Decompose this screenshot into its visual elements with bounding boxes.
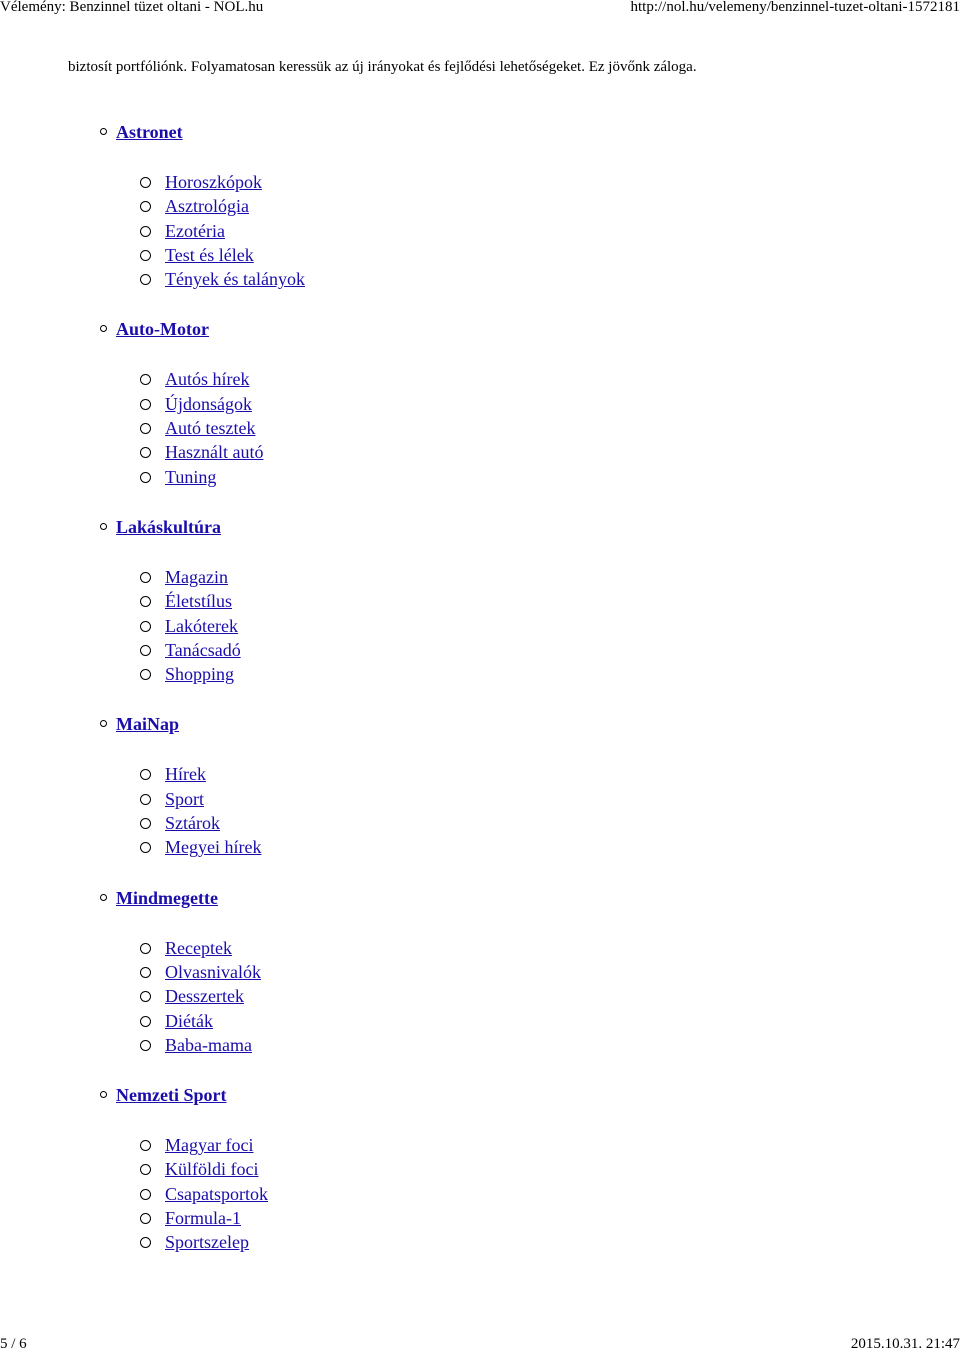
category-link[interactable]: MaiNap bbox=[116, 714, 179, 735]
circle-bullet-icon bbox=[140, 201, 151, 212]
subcategory-item bbox=[0, 614, 960, 638]
subcategory-link[interactable]: Autós hírek bbox=[165, 369, 250, 390]
intro-paragraph: biztosít portfóliónk. Folyamatosan keressük az új irányokat és fejlődési lehetőségeket. Ez jövőnk záloga. bbox=[68, 59, 697, 75]
subcategory-item bbox=[0, 565, 960, 589]
subcategory-item bbox=[0, 811, 960, 835]
subcategory-link[interactable]: Sport bbox=[165, 788, 205, 809]
subcategory-link[interactable]: Sportszelep bbox=[165, 1232, 249, 1253]
print-timestamp: 2015.10.31. 21:47 bbox=[850, 1336, 960, 1352]
subcategory-link[interactable]: Desszertek bbox=[165, 986, 244, 1007]
bullet-icon bbox=[100, 1091, 107, 1098]
category-item bbox=[0, 317, 960, 341]
subcategory-link[interactable]: Tények és talányok bbox=[165, 269, 305, 290]
page-url: http://nol.hu/velemeny/benzinnel-tuzet-oltani-1572181 bbox=[630, 0, 960, 15]
subcategory-item bbox=[0, 170, 960, 194]
subcategory-item bbox=[0, 1033, 960, 1057]
subcategory-item bbox=[0, 416, 960, 440]
circle-bullet-icon bbox=[140, 374, 151, 385]
subcategory-link[interactable]: Magazin bbox=[165, 566, 228, 587]
subcategory-link[interactable]: Formula-1 bbox=[165, 1208, 241, 1229]
bullet-icon bbox=[100, 523, 107, 530]
print-header bbox=[0, 0, 960, 16]
subcategory-link[interactable]: Shopping bbox=[165, 664, 235, 685]
subcategory-item bbox=[0, 367, 960, 391]
circle-bullet-icon bbox=[140, 769, 151, 780]
circle-bullet-icon bbox=[140, 177, 151, 188]
circle-bullet-icon bbox=[140, 794, 151, 805]
bullet-icon bbox=[100, 128, 107, 135]
circle-bullet-icon bbox=[140, 472, 151, 483]
circle-bullet-icon bbox=[140, 596, 151, 607]
circle-bullet-icon bbox=[140, 1016, 151, 1027]
subcategory-item bbox=[0, 835, 960, 859]
circle-bullet-icon bbox=[140, 1213, 151, 1224]
subcategory-item bbox=[0, 1230, 960, 1254]
subcategory-item bbox=[0, 243, 960, 267]
circle-bullet-icon bbox=[140, 1140, 151, 1151]
circle-bullet-icon bbox=[140, 1237, 151, 1248]
subcategory-item bbox=[0, 1157, 960, 1181]
subcategory-list bbox=[0, 936, 960, 1057]
category-link[interactable]: Astronet bbox=[116, 122, 183, 142]
category-link[interactable]: Auto-Motor bbox=[116, 319, 209, 340]
circle-bullet-icon bbox=[140, 991, 151, 1002]
subcategory-item bbox=[0, 219, 960, 243]
circle-bullet-icon bbox=[140, 572, 151, 583]
page-title: Vélemény: Benzinnel tüzet oltani - NOL.hu bbox=[0, 0, 264, 15]
subcategory-item bbox=[0, 662, 960, 686]
circle-bullet-icon bbox=[140, 1164, 151, 1175]
circle-bullet-icon bbox=[140, 447, 151, 458]
subcategory-link[interactable]: Megyei hírek bbox=[165, 837, 262, 858]
subcategory-link[interactable]: Receptek bbox=[165, 937, 232, 958]
subcategory-link[interactable]: Újdonságok bbox=[165, 393, 252, 414]
subcategory-list bbox=[0, 367, 960, 488]
bullet-icon bbox=[100, 894, 107, 901]
circle-bullet-icon bbox=[140, 842, 151, 853]
subcategory-link[interactable]: Életstílus bbox=[165, 591, 232, 612]
category-link[interactable]: Nemzeti Sport bbox=[116, 1085, 227, 1106]
subcategory-list bbox=[0, 762, 960, 859]
subcategory-item bbox=[0, 960, 960, 984]
subcategory-item bbox=[0, 638, 960, 662]
subcategory-link[interactable]: Autó tesztek bbox=[165, 418, 256, 439]
circle-bullet-icon bbox=[140, 1040, 151, 1051]
category-item bbox=[0, 1083, 960, 1107]
circle-bullet-icon bbox=[140, 1189, 151, 1200]
circle-bullet-icon bbox=[140, 274, 151, 285]
subcategory-list bbox=[0, 1133, 960, 1254]
circle-bullet-icon bbox=[140, 818, 151, 829]
subcategory-link[interactable]: Baba-mama bbox=[165, 1034, 252, 1055]
subcategory-item bbox=[0, 787, 960, 811]
subcategory-item bbox=[0, 1009, 960, 1033]
circle-bullet-icon bbox=[140, 399, 151, 410]
subcategory-list bbox=[0, 565, 960, 686]
category-item bbox=[0, 515, 960, 539]
subcategory-item bbox=[0, 1206, 960, 1230]
circle-bullet-icon bbox=[140, 621, 151, 632]
circle-bullet-icon bbox=[140, 423, 151, 434]
category-link[interactable]: Lakáskultúra bbox=[116, 516, 222, 537]
subcategory-link[interactable]: Lakóterek bbox=[165, 615, 238, 636]
subcategory-link[interactable]: Test és lélek bbox=[165, 244, 254, 265]
category-item bbox=[0, 712, 960, 736]
subcategory-link[interactable]: Ezotéria bbox=[165, 220, 225, 241]
bullet-icon bbox=[100, 720, 107, 727]
subcategory-link[interactable]: Olvasnivalók bbox=[165, 961, 261, 982]
circle-bullet-icon bbox=[140, 943, 151, 954]
category-item bbox=[0, 120, 960, 144]
subcategory-link[interactable]: Asztrológia bbox=[165, 196, 249, 217]
circle-bullet-icon bbox=[140, 226, 151, 237]
subcategory-item bbox=[0, 589, 960, 613]
subcategory-link[interactable]: Csapatsportok bbox=[165, 1183, 268, 1204]
subcategory-link[interactable]: Tuning bbox=[165, 466, 217, 487]
subcategory-item bbox=[0, 762, 960, 786]
subcategory-link[interactable]: Használt autó bbox=[165, 442, 264, 463]
subcategory-item bbox=[0, 936, 960, 960]
subcategory-item bbox=[0, 465, 960, 489]
subcategory-link[interactable]: Horoszkópok bbox=[165, 172, 262, 192]
subcategory-list bbox=[0, 170, 960, 291]
subcategory-item bbox=[0, 267, 960, 291]
circle-bullet-icon bbox=[140, 669, 151, 680]
subcategory-item bbox=[0, 984, 960, 1008]
subcategory-item bbox=[0, 1133, 960, 1157]
subcategory-link[interactable]: Magyar foci bbox=[165, 1135, 254, 1156]
subcategory-link[interactable]: Sztárok bbox=[165, 813, 220, 834]
portfolio-menu bbox=[0, 120, 960, 1281]
subcategory-item bbox=[0, 194, 960, 218]
subcategory-link[interactable]: Diéták bbox=[165, 1010, 213, 1031]
page-number: 5 / 6 bbox=[0, 1336, 27, 1352]
subcategory-link[interactable]: Tanácsadó bbox=[165, 639, 241, 660]
subcategory-link[interactable]: Külföldi foci bbox=[165, 1159, 259, 1180]
bullet-icon bbox=[100, 325, 107, 332]
circle-bullet-icon bbox=[140, 967, 151, 978]
subcategory-item bbox=[0, 392, 960, 416]
circle-bullet-icon bbox=[140, 250, 151, 261]
subcategory-item bbox=[0, 440, 960, 464]
subcategory-item bbox=[0, 1182, 960, 1206]
category-item bbox=[0, 886, 960, 910]
print-footer bbox=[0, 1336, 960, 1353]
category-link[interactable]: Mindmegette bbox=[116, 887, 218, 908]
subcategory-link[interactable]: Hírek bbox=[165, 764, 206, 785]
circle-bullet-icon bbox=[140, 645, 151, 656]
